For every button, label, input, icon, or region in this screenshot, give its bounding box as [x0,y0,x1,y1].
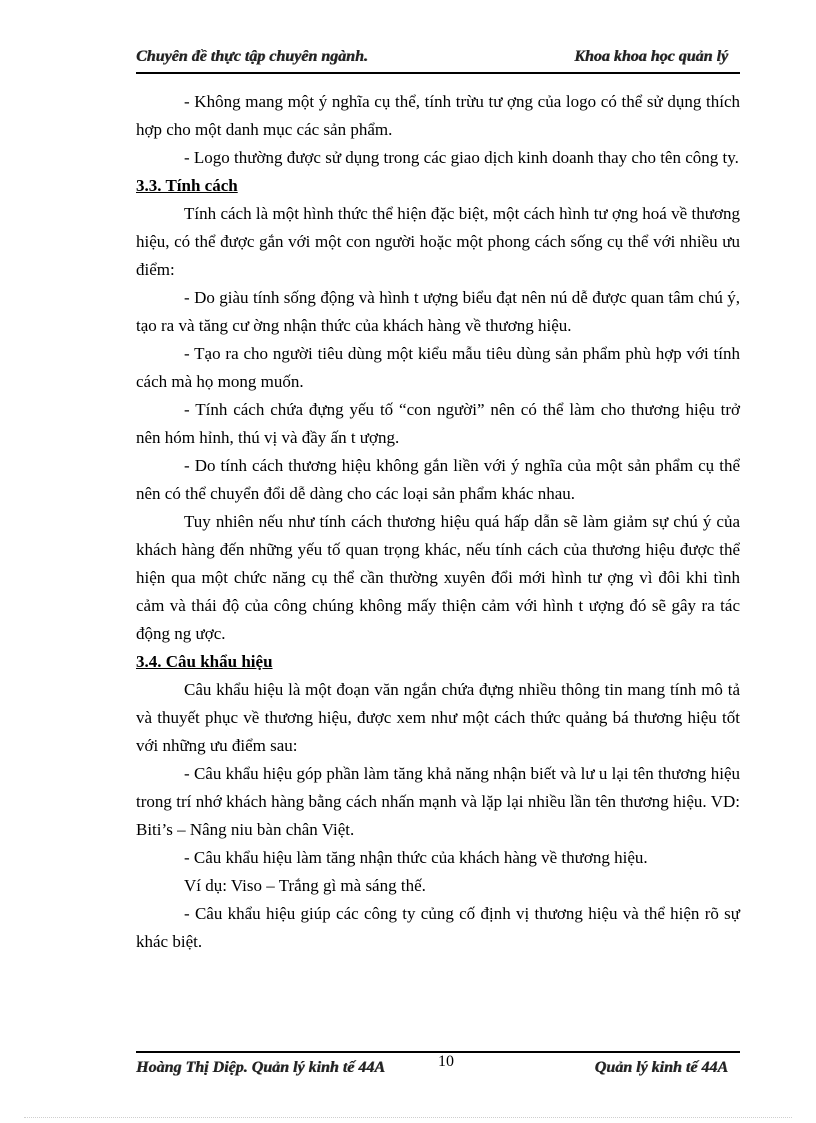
paragraph: - Câu khẩu hiệu giúp các công ty củng cố định vị thương hiệu và thể hiện rõ sự khác biệt. [136,904,740,951]
paragraph: - Do tính cách thương hiệu không gắn liền với ý nghĩa của một sản phẩm cụ thể nên có thể chuyển đổi dễ dàng cho các loại sản phẩm khác nhau. [136,456,740,503]
paragraph: - Không mang một ý nghĩa cụ thể, tính trừu tư ợng của logo có thể sử dụng thích hợp cho một danh mục các sản phẩm. [136,92,740,139]
paragraph: - Câu khẩu hiệu góp phần làm tăng khả năng nhận biết và lư u lại tên thương hiệu trong trí nhớ khách hàng bằng cách nhấn mạnh và lặp lại nhiều lần tên thương hiệu. VD: Biti’s – Nâng niu bàn chân Việt. [136,764,740,839]
paragraph: - Câu khẩu hiệu làm tăng nhận thức của khách hàng về thương hiệu. [184,848,648,867]
paragraph: Ví dụ: Viso – Trắng gì mà sáng thế. [184,876,426,895]
paragraph: Tuy nhiên nếu như tính cách thương hiệu quá hấp dẫn sẽ làm giảm sự chú ý của khách hàng đến những yếu tố quan trọng khác, nếu tính cách của thương hiệu được thể hiện qua một chức năng cụ thể cần thường xuyên đổi mới hình tư ợng vì đôi khi tình cảm và thái độ của công chúng không mấy thiện cảm với hình t ượng đó sẽ gây ra tác động ng ược. [136,512,740,643]
paragraph: Câu khẩu hiệu là một đoạn văn ngắn chứa đựng nhiều thông tin mang tính mô tả và thuyết phục về thương hiệu, được xem như một cách thức quảng bá thương hiệu tốt với những ưu điểm sau: [136,680,740,755]
section-heading-personality: 3.3. Tính cách [136,176,238,195]
paragraph: - Do giàu tính sống động và hình t ượng biểu đạt nên nú dễ được quan tâm chú ý, tạo ra và tăng cư ờng nhận thức của khách hàng về thương hiệu. [136,288,740,335]
page-bottom-divider [24,1117,792,1118]
page-number: 10 [438,1053,454,1070]
document-body [136,88,740,956]
paragraph: - Tạo ra cho người tiêu dùng một kiểu mẫu tiêu dùng sản phẩm phù hợp với tính cách mà họ mong muốn. [136,344,740,391]
paragraph: Tính cách là một hình thức thể hiện đặc biệt, một cách hình tư ợng hoá về thương hiệu, có thể được gắn với một con người hoặc một phong cách sống cụ thể với nhiều ưu điểm: [136,204,740,279]
page-header [136,46,740,74]
page-footer [136,1051,740,1083]
paragraph: - Logo thường được sử dụng trong các giao dịch kinh doanh thay cho tên công ty. [184,148,739,167]
header-course-title: Chuyên đề thực tập chuyên ngành. [136,48,368,65]
header-department: Khoa khoa học quản lý [574,48,728,65]
footer-class: Quản lý kinh tế 44A [594,1059,728,1076]
footer-author: Hoàng Thị Diệp. Quản lý kinh tế 44A [136,1059,385,1076]
section-heading-slogan: 3.4. Câu khẩu hiệu [136,652,273,671]
paragraph: - Tính cách chứa đựng yếu tố “con người” nên có thể làm cho thương hiệu trở nên hóm hỉnh, thú vị và đầy ấn t ượng. [136,400,740,447]
